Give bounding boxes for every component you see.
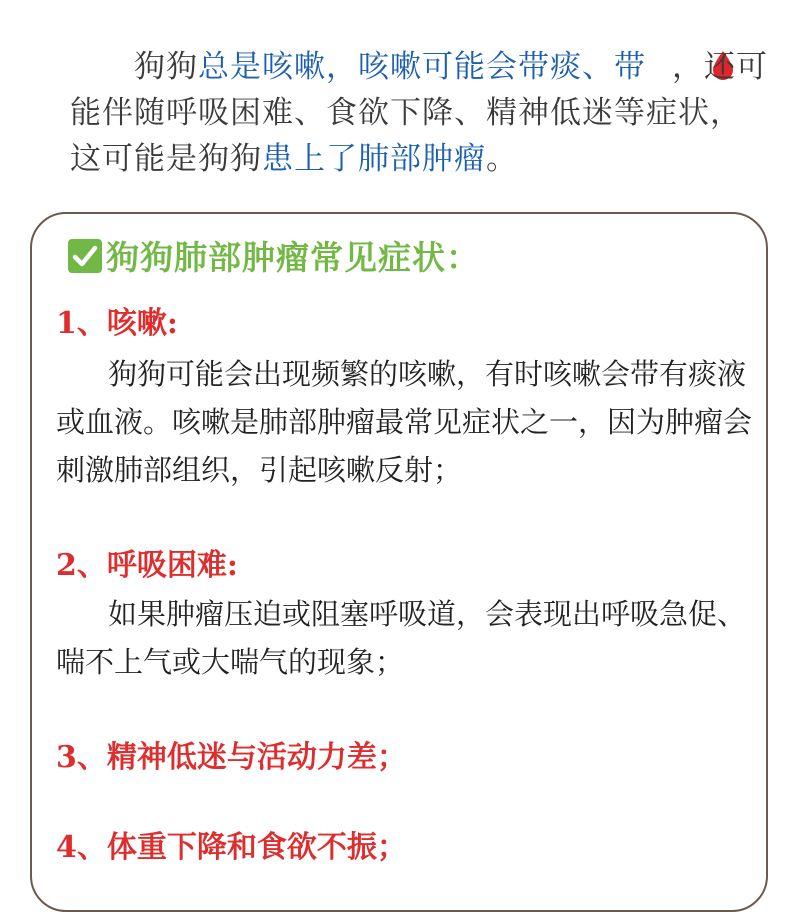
intro-highlight-2: 患上了肺部肿瘤 (262, 141, 486, 177)
card-title-text: 狗狗肺部肿瘤常见症状： (106, 238, 480, 277)
intro-highlight-1: 总是咳嗽，咳嗽可能会带痰、带 (198, 49, 646, 85)
section-body-breathing: 如果肿瘤压迫或阻塞呼吸道，会表现出呼吸急促、喘不上气或大喘气的现象； (56, 597, 747, 679)
section-heading-breathing: 2、呼吸困难: (56, 548, 238, 583)
section-body-cough: 狗狗可能会出现频繁的咳嗽，有时咳嗽会带有痰液或血液。咳嗽是肺部肿瘤最常见症状之一，因为肿瘤会刺激肺部组织，引起咳嗽反射； (56, 357, 753, 487)
intro-text-2: ，还可能伴随呼吸困难、食欲下降、精神低迷等症状，这可能是狗狗 (70, 49, 768, 177)
section-heading-lethargy: 3、精神低迷与活动力差； (56, 740, 407, 775)
intro-text-3: 。 (486, 141, 518, 177)
intro-paragraph (70, 44, 770, 182)
card-title (68, 234, 480, 282)
intro-text-1: 狗狗 (134, 49, 198, 85)
check-icon (68, 239, 102, 273)
blood-drop-icon (646, 48, 672, 80)
section-heading-weight: 4、体重下降和食欲不振； (56, 830, 407, 865)
section-heading-cough: 1、咳嗽: (56, 306, 178, 341)
